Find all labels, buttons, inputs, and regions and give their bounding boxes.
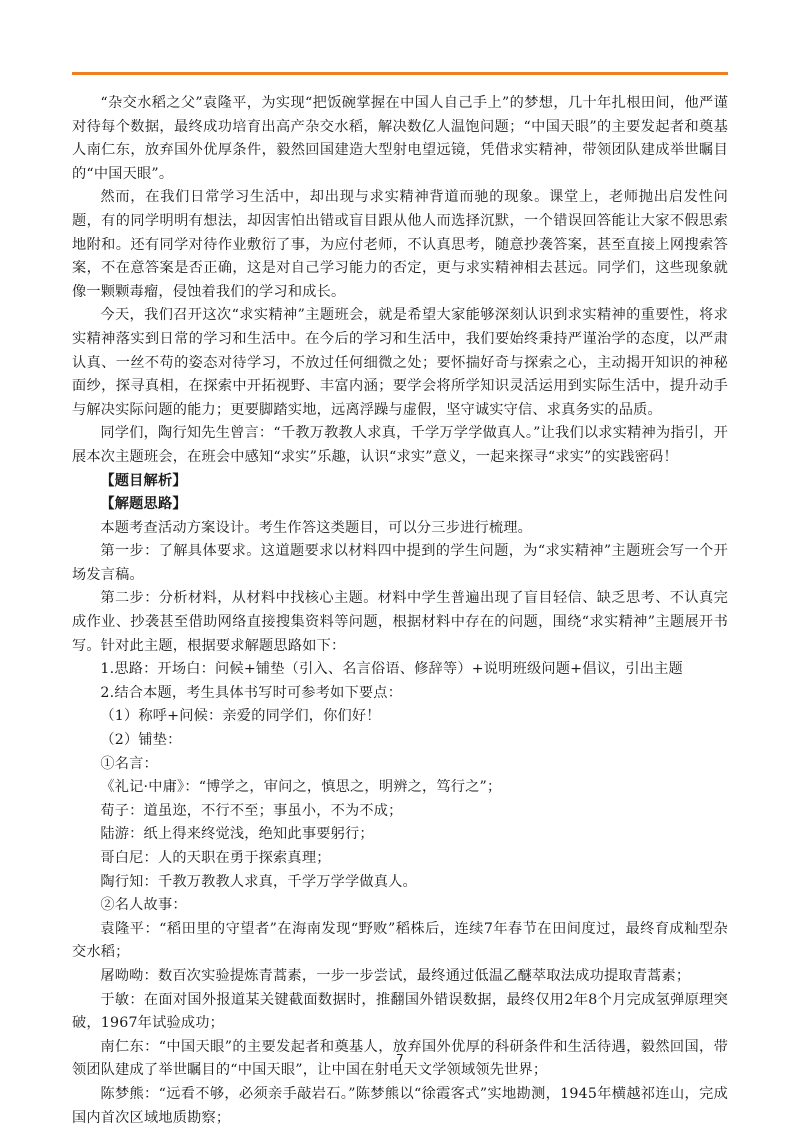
story-yuanlongping: 袁隆平：“稻田里的守望者”在海南发现“野败”稻株后，连续7年春节在田间度过，最终育成籼型杂交水稻； (72, 920, 728, 961)
paragraph-overview: 本题考查活动方案设计。考生作答这类题目，可以分三步进行梳理。 (100, 519, 533, 536)
section-heading-analysis: 【题目解析】 (100, 472, 187, 489)
quote-taoxingzhi: 陶行知：千教万教教人求真，千学万学学做真人。 (100, 873, 417, 890)
list-item-stories-label: ②名人故事： (100, 897, 187, 914)
list-item-quotes-label: ①名言： (100, 755, 158, 772)
story-chenmengxiong: 陈梦熊：“远看不够，必须亲手敲岩石。”陈梦熊以“徐霞客式”实地勘测，1945年横越祁连山，完成国内首次区域地质勘察； (72, 1085, 728, 1126)
story-nanrendong: 南仁东：“中国天眼”的主要发起者和奠基人，放弃国外优厚的科研条件和生活待遇，毅然回国，带领团队建成了举世瞩目的“中国天眼”，让中国在射电天文学领域领先世界； (72, 1038, 728, 1079)
list-item-points: 2.结合本题，考生具体书写时可参考如下要点： (100, 684, 403, 701)
list-item-greeting: （1）称呼+问候：亲爱的同学们，你们好！ (100, 708, 381, 725)
quote-xunzi: 荀子：道虽迩，不行不至；事虽小，不为不成； (100, 802, 403, 819)
quote-liji: 《礼记·中庸》：“博学之，审问之，慎思之，明辨之，笃行之”； (100, 779, 502, 796)
paragraph-intro: “杂交水稻之父”袁隆平，为实现“把饭碗掌握在中国人自己手上”的梦想，几十年扎根田间，他严谨对待每个数据，最终成功培育出高产杂交水稻，解决数亿人温饱问题；“中国天眼”的主要发起者和奠基人南仁东，放弃国外优厚条件，毅然回国建造大型射电望远镜，凭借求实精神，带领团队建成举世瞩目的“中国天眼”。 (72, 95, 728, 182)
list-item-outline: 1.思路：开场白：问候+铺垫（引入、名言俗语、修辞等）+说明班级问题+倡议，引出主题 (100, 661, 683, 678)
document-body (72, 92, 728, 1130)
paragraph-purpose: 今天，我们召开这次“求实精神”主题班会，就是希望大家能够深刻认识到求实精神的重要性，将求实精神落实到日常的学习和生活中。在今后的学习和生活中，我们要始终秉持严谨治学的态度，以严肃认真、一丝不苟的姿态对待学习，不放过任何细微之处；要怀揣好奇与探索之心，主动揭开知识的神秘面纱，探寻真相，在探索中开拓视野、丰富内涵；要学会将所学知识灵活运用到实际生活中，提升动手与解决实际问题的能力；更要脚踏实地，远离浮躁与虚假，坚守诚实守信、求真务实的品质。 (72, 307, 728, 418)
header-rule (72, 72, 728, 75)
list-item-setup: （2）铺垫： (100, 732, 182, 749)
quote-luyou: 陆游：纸上得来终觉浅，绝知此事要躬行； (100, 826, 374, 843)
paragraph-step-one: 第一步：了解具体要求。这道题要求以材料四中提到的学生问题，为“求实精神”主题班会写一个开场发言稿。 (72, 543, 728, 583)
paragraph-step-two: 第二步：分析材料，从材料中找核心主题。材料中学生普遍出现了盲目轻信、缺乏思考、不认真完成作业、抄袭甚至借助网络直接搜集资料等问题，根据材料中存在的问题，围绕“求实精神”主题展开书写。针对此主题，根据要求解题思路如下： (72, 590, 728, 654)
page-number: 7 (396, 1052, 404, 1066)
section-heading-approach: 【解题思路】 (100, 496, 187, 513)
paragraph-problem: 然而，在我们日常学习生活中，却出现与求实精神背道而驰的现象。课堂上，老师抛出启发性问题，有的同学明明有想法，却因害怕出错或盲目跟从他人而选择沉默，一个错误回答能让大家不假思索地附和。还有同学对待作业敷衍了事，为应付老师，不认真思考，随意抄袭答案，甚至直接上网搜索答案，不在意答案是否正确，这是对自己学习能力的否定，更与求实精神相去甚远。同学们，这些现象就像一颗颗毒瘤，侵蚀着我们的学习和成长。 (72, 189, 728, 300)
story-tuyouyou: 屠呦呦：数百次实验提炼青蒿素，一步一步尝试，最终通过低温乙醚萃取法成功提取青蒿素； (100, 967, 691, 984)
story-yumin: 于敏：在面对国外报道某关键截面数据时，推翻国外错误数据，最终仅用2年8个月完成氢弹原理突破，1967年试验成功； (72, 991, 728, 1032)
paragraph-closing: 同学们，陶行知先生曾言：“千教万教教人求真，千学万学学做真人。”让我们以求实精神为指引，开展本次主题班会，在班会中感知“求实”乐趣，认识“求实”意义，一起来探寻“求实”的实践密码！ (72, 425, 728, 465)
quote-copernicus: 哥白尼：人的天职在勇于探索真理； (100, 850, 331, 866)
